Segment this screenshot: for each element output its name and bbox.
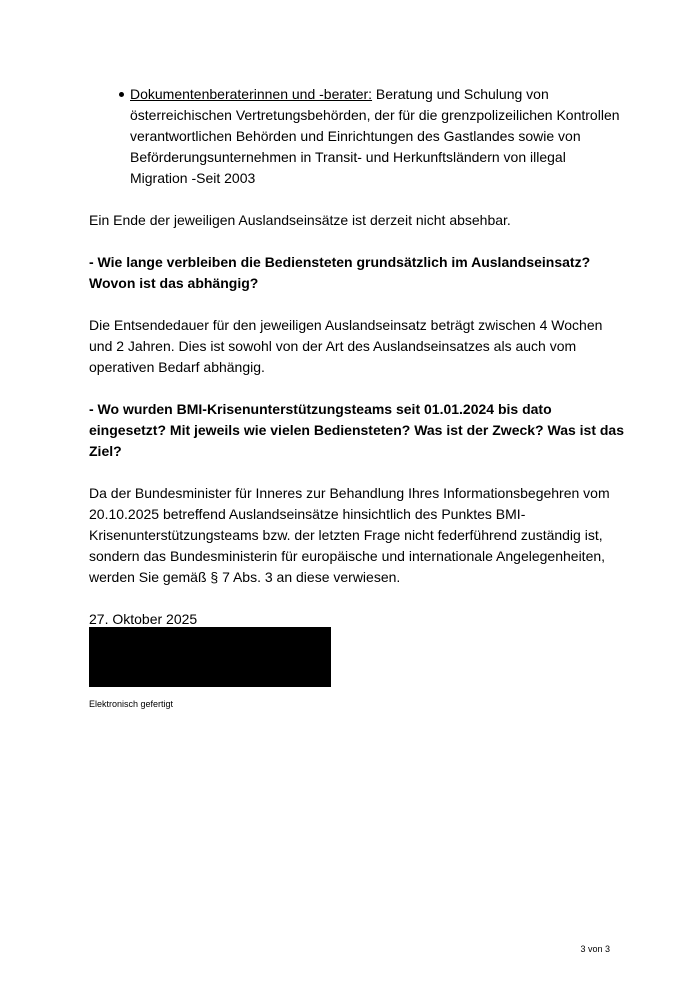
list-item (89, 84, 624, 189)
document-date: 27. Oktober 2025 (89, 611, 198, 627)
paragraph-referral: Da der Bundesminister für Inneres zur Behandlung Ihres Informationsbegehren vom 20.10.2025 betreffend Auslandseinsätze hinsichtlich des Punktes BMI-Krisenunterstützungsteams bzw. der letzten Frage nicht federführend zuständig ist, sondern das Bundesministerin für europäische und internationale Angelegenheiten, werden Sie gemäß § 7 Abs. 3 an diese verwiesen. (89, 485, 610, 585)
page-number: 3 von 3 (580, 944, 610, 954)
redacted-signature-block (89, 627, 331, 687)
document-body (89, 84, 624, 710)
paragraph-end-of-missions: Ein Ende der jeweiligen Auslandseinsätze ist derzeit nicht absehbar. (89, 212, 511, 228)
bullet-icon (119, 92, 124, 97)
electronic-signature-note: Elektronisch gefertigt (89, 699, 174, 709)
question-crisis-teams: - Wo wurden BMI-Krisenunterstützungsteams seit 01.01.2024 bis dato eingesetzt? Mit jeweils wie vielen Bediensteten? Was ist der Zweck? Was ist das Ziel? (89, 401, 625, 459)
bullet-term: Dokumentenberaterinnen und -berater: (130, 86, 373, 102)
bullet-text: Beratung und Schulung von österreichischen Vertretungsbehörden, der für die grenzpolizeilichen Kontrollen verantwortlichen Behörden und Einrichtungen des Gastlandes sowie von Beförderungsunternehmen in Transit- und Herkunftsländern von illegal Migration -Seit 2003 (130, 86, 620, 186)
paragraph-duration: Die Entsendedauer für den jeweiligen Auslandseinsatz beträgt zwischen 4 Wochen und 2 Jahren. Dies ist sowohl von der Art des Auslandseinsatzes als auch vom operativen Bedarf abhängig. (89, 317, 603, 375)
question-duration: - Wie lange verbleiben die Bediensteten grundsätzlich im Auslandseinsatz? Wovon ist das abhängig? (89, 254, 591, 291)
